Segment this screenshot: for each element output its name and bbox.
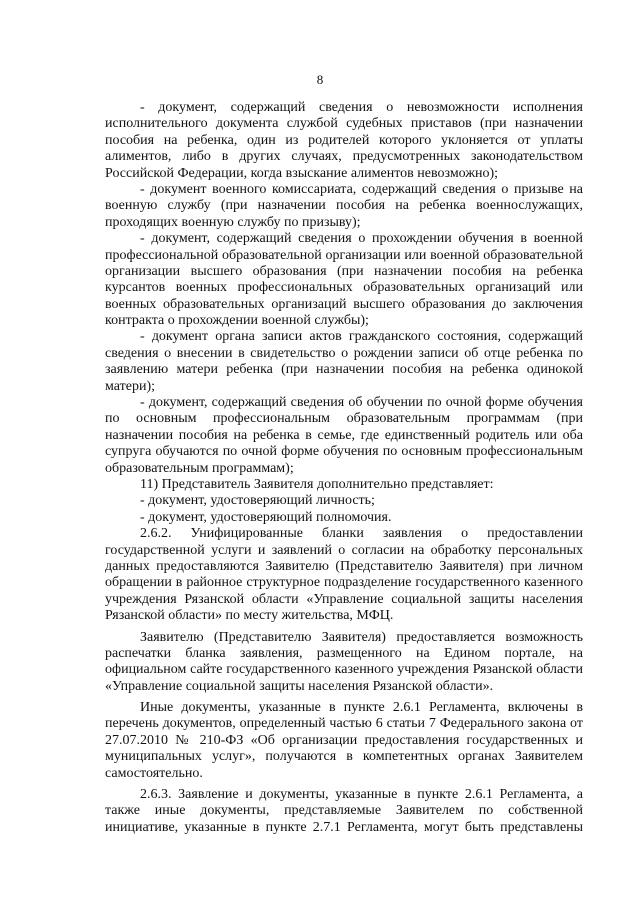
text-line: сведения о внесении в свидетельство о рождении записи об отце ребенка по [105,345,583,361]
text-line: данных предоставляются Заявителю (Представителю Заявителя) при личном [105,558,583,574]
text-line: Иные документы, указанные в пункте 2.6.1 Регламента, включены в [140,700,583,716]
text-line: учреждения Рязанской области «Управление социальной защиты населения [105,591,583,607]
text-line: заявлению матери ребенка (при назначении пособия на ребенка одинокой [105,362,583,378]
text-line: официальном сайте государственного казенного учреждения Рязанской области [105,662,583,678]
text-line: государственной услуги и заявлений о согласии на обработку персональных [105,542,583,558]
text-line: - документ, удостоверяющий личность; [140,493,375,509]
text-line: проходящих военную службу по призыву); [105,214,361,230]
text-line: по основным профессиональным образовательным программам (при [105,411,583,427]
text-line: профессиональной образовательной организации или военной образовательной [105,247,583,263]
text-line: исполнительного документа службой судебных приставов (при назначении [105,116,583,132]
text-line: военную службу (при назначении пособия на ребенка военнослужащих, [105,198,583,214]
text-line: Российской Федерации, когда взыскание алиментов невозможно); [105,165,499,181]
text-line: матери); [105,378,155,394]
text-line: обращении в районное структурное подразделение государственного казенного [105,575,583,591]
text-line: - документ, удостоверяющий полномочия. [140,509,392,525]
text-line: - документ, содержащий сведения о прохождении обучения в военной [140,231,583,247]
document-body [105,100,583,836]
text-line: - документ, содержащий сведения о невозможности исполнения [140,100,583,115]
text-line: - документ военного комиссариата, содержащий сведения о призыве на [140,181,583,197]
text-line: инициативе, указанные в пункте 2.7.1 Регламента, могут быть представлены [105,819,583,835]
text-line: образовательным программам); [105,460,294,476]
text-line: самостоятельно. [105,765,203,781]
text-line: - документ органа записи актов гражданского состояния, содержащий [140,329,583,345]
text-line: назначении пособия на ребенка в семье, где единственный родитель или оба [105,427,583,443]
text-line: супруга обучаются по очной форме обучения по основным профессиональным [105,444,583,460]
text-line: пособия на ребенка, один из родителей которого уклоняется от уплаты [105,132,583,148]
text-line: алиментов, либо в других случаях, предусмотренных законодательством [105,149,583,165]
text-line: - документ, содержащий сведения об обучении по очной форме обучения [140,395,583,411]
text-line: 11) Представитель Заявителя дополнительно представляет: [140,476,494,492]
text-line: Заявителю (Представителю Заявителя) предоставляется возможность [140,629,583,645]
text-line: контракта о прохождении военной службы); [105,313,369,329]
text-line: также иные документы, представляемые Заявителем по собственной [105,803,583,819]
text-line: перечень документов, определенный частью 6 статьи 7 Федерального закона от [105,716,583,732]
text-line: 2.6.2. Унифицированные бланки заявления о предоставлении [140,526,583,542]
text-line: распечатки бланка заявления, размещенного на Едином портале, на [105,645,583,661]
text-line: 27.07.2010 № 210-ФЗ «Об организации предоставления государственных и [105,732,583,748]
text-line: курсантов военных профессиональных образовательных организаций или [105,280,583,296]
text-line: организации высшего образования (при назначении пособия на ребенка [105,263,583,279]
text-line: военных образовательных организаций высшего образования до заключения [105,296,583,312]
text-line: Рязанской области» по месту жительства, МФЦ. [105,608,394,624]
page-number: 8 [316,72,324,87]
text-line: 2.6.3. Заявление и документы, указанные в пункте 2.6.1 Регламента, а [140,787,583,803]
text-line: муниципальных услуг», получаются в компетентных органах Заявителем [105,749,583,765]
text-line: «Управление социальной защиты населения Рязанской области». [105,678,494,694]
